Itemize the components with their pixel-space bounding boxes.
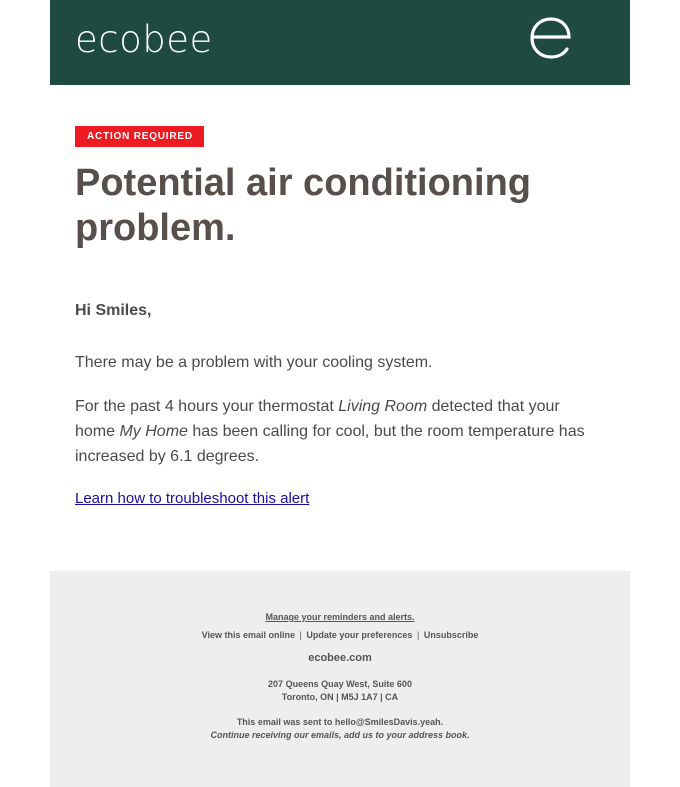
email-footer — [50, 571, 630, 787]
email-content — [75, 126, 605, 507]
alert-details-text — [75, 394, 595, 469]
address-line-2: Toronto, ON | M5J 1A7 | CA — [281, 692, 399, 702]
address-book-note: Continue receiving our emails, add us to your address book. — [210, 730, 470, 740]
greeting: Hi Smiles, — [75, 302, 152, 319]
footer-separator: | — [416, 630, 420, 640]
address-line-1: 207 Queens Quay West, Suite 600 — [268, 679, 412, 689]
alert-title: Potential air conditioning problem. — [75, 162, 531, 249]
footer-links — [50, 630, 630, 640]
details-part-3: has been calling for cool, but the room temperature has increased by 6.1 degrees. — [75, 423, 585, 465]
troubleshoot-link[interactable]: Learn how to troubleshoot this alert — [75, 490, 310, 507]
email-header — [50, 0, 630, 85]
unsubscribe-link[interactable]: Unsubscribe — [423, 630, 479, 640]
ecobee-logo[interactable]: ecobee — [75, 18, 213, 61]
details-part-2: detected that your home — [75, 398, 560, 440]
thermostat-name: Living Room — [338, 398, 428, 415]
sent-to-text: This email was sent to hello@SmilesDavis.yeah. — [236, 717, 444, 727]
ecobee-e-icon — [528, 16, 574, 62]
home-name: My Home — [119, 423, 188, 440]
details-part-1: For the past 4 hours your thermostat — [75, 398, 339, 415]
manage-alerts-link[interactable]: Manage your reminders and alerts. — [265, 612, 415, 622]
footer-separator: | — [299, 630, 302, 640]
view-online-link[interactable]: View this email online — [201, 630, 296, 640]
action-required-badge: ACTION REQUIRED — [75, 126, 204, 147]
cooling-problem-text: There may be a problem with your cooling system. — [75, 354, 433, 371]
ecobee-site-link[interactable]: ecobee.com — [308, 652, 372, 664]
update-preferences-link[interactable]: Update your preferences — [306, 630, 413, 640]
